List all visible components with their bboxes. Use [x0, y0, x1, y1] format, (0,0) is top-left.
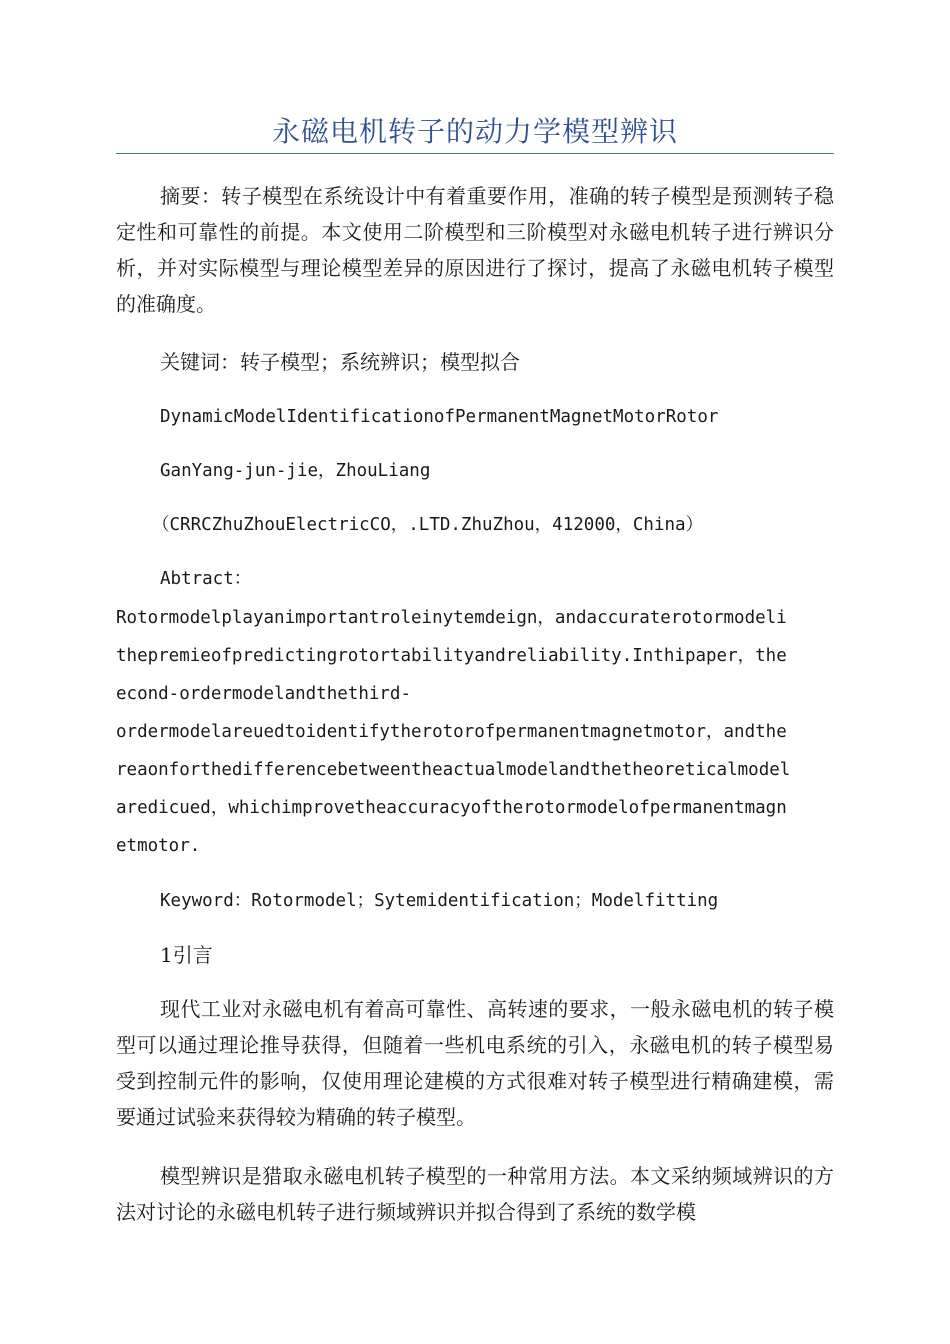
english-abstract-line: thepremieofpredictingrotortabilityandreliability.Inthipaper，the: [116, 646, 787, 666]
keywords-cn-block: [116, 344, 834, 380]
abstract-cn-block: [116, 178, 834, 322]
section-1-heading: 1引言: [160, 943, 213, 967]
english-abstract-line: Rotormodelplayanimportantroleinytemdeign，andaccuraterotormodeli: [116, 608, 787, 628]
english-abstract-line: aredicued，whichimprovetheaccuracyoftherotormodelofpermanentmagn: [116, 798, 787, 818]
intro-paragraph-1: 现代工业对永磁电机有着高可靠性、高转速的要求，一般永磁电机的转子模型可以通过理论推导获得，但随着一些机电系统的引入，永磁电机的转子模型易受到控制元件的影响，仅使用理论建模的方式很难对转子模型进行精确建模，需要通过试验来获得较为精确的转子模型。: [116, 997, 834, 1129]
english-abstract-line: ordermodelareuedtoidentifytherotorofpermanentmagnetmotor，andthe: [116, 722, 787, 742]
keywords-cn: 关键词：转子模型；系统辨识；模型拟合: [160, 350, 520, 374]
english-affiliation: （CRRCZhuZhouElectricCO，.LTD.ZhuZhou，412000，China）: [152, 515, 704, 535]
english-abstract: [116, 599, 834, 865]
english-abstract-line: reaonforthedifferencebetweentheactualmodelandthetheoreticalmodel: [116, 760, 791, 780]
intro-paragraph-2-block: [116, 1158, 834, 1230]
english-title: DynamicModelIdentificationofPermanentMagnetMotorRotor: [160, 407, 719, 427]
english-abstract-label: Abtract：: [160, 569, 252, 589]
paper-title: 永磁电机转子的动力学模型辨识: [271, 115, 678, 148]
english-keywords-block: [116, 882, 834, 920]
section-heading-block: [116, 937, 834, 973]
english-authors: GanYang-jun-jie，ZhouLiang: [160, 461, 431, 481]
english-header-block: [116, 398, 834, 598]
abstract-cn: 摘要：转子模型在系统设计中有着重要作用，准确的转子模型是预测转子稳定性和可靠性的前提。本文使用二阶模型和三阶模型对永磁电机转子进行辨识分析，并对实际模型与理论模型差异的原因进行了探讨，提高了永磁电机转子模型的准确度。: [116, 184, 834, 316]
title-underline: [116, 153, 834, 154]
intro-paragraph-1-block: [116, 991, 834, 1135]
english-keywords: Keyword：Rotormodel；Sytemidentification；Modelfitting: [160, 891, 719, 911]
english-abstract-line: etmotor.: [116, 836, 201, 856]
english-abstract-line: econd-ordermodelandthethird-: [116, 684, 412, 704]
intro-paragraph-2: 模型辨识是猎取永磁电机转子模型的一种常用方法。本文采纳频域辨识的方法对讨论的永磁电机转子进行频域辨识并拟合得到了系统的数学模: [116, 1164, 834, 1224]
